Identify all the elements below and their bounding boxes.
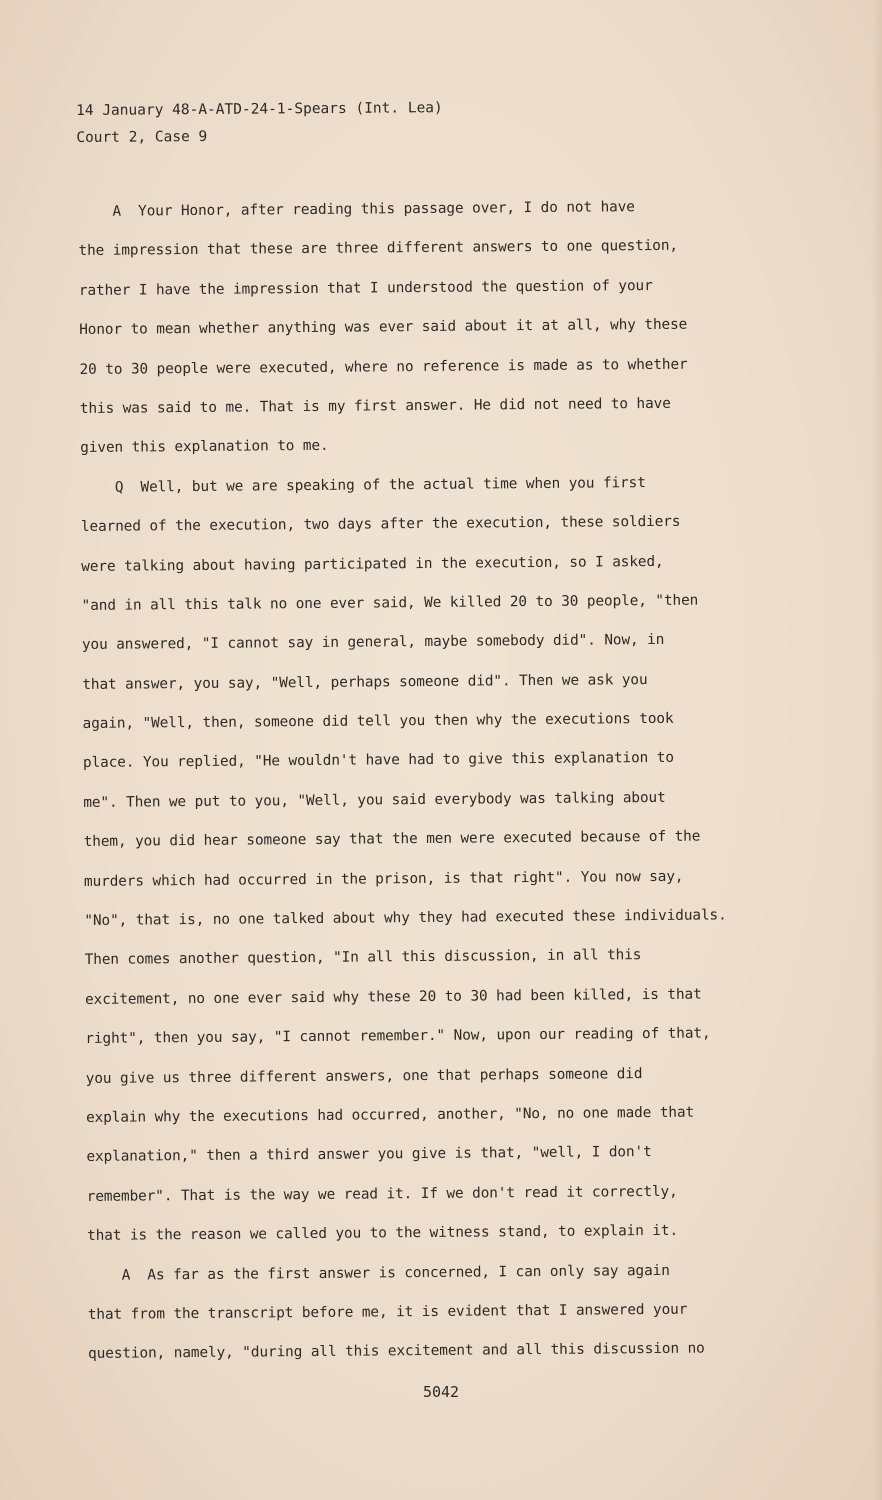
transcript-line: remember". That is the way we read it. If we don't read it correctly, (86, 1183, 678, 1205)
transcript-line: again, "Well, then, someone did tell you then why the executions took (82, 710, 674, 733)
transcript-line: them, you did hear someone say that the men were executed because of the (83, 828, 701, 851)
transcript-line: explain why the executions had occurred, another, "No, no one made that (86, 1104, 695, 1126)
transcript-line: A As far as the first answer is concerned, I can only say again (87, 1262, 670, 1284)
transcript-line: explanation," then a third answer you give is that, "well, I don't (86, 1144, 652, 1166)
transcript-line: me". Then we put to you, "Well, you said everybody was talking about (83, 789, 666, 811)
page-number: 5042 (422, 1383, 460, 1401)
transcript-line: Honor to mean whether anything was ever said about it at all, why these (79, 316, 688, 339)
transcript-line: rather I have the impression that I understood the question of your (78, 277, 653, 299)
transcript-line: A Your Honor, after reading this passage over, I do not have (78, 199, 635, 220)
transcript-line: you give us three different answers, one that perhaps someone did (85, 1065, 643, 1087)
transcript-line: "and in all this talk no one ever said, We killed 20 to 30 people, "then (81, 592, 699, 614)
transcript-line: learned of the execution, two days after the execution, these soldiers (80, 513, 681, 536)
transcript-line: Then comes another question, "In all this discussion, in all this (84, 947, 642, 969)
header-reference-line: 14 January 48-A-ATD-24-1-Spears (Int. Lea) (76, 100, 443, 119)
transcript-line: question, namely, "during all this excitement and all this discussion no (88, 1340, 705, 1363)
transcript-body (78, 187, 818, 1375)
transcript-line: place. You replied, "He wouldn't have had to give this explanation to (82, 750, 674, 772)
transcript-line: Q Well, but we are speaking of the actual time when you first (80, 474, 646, 496)
transcript-line: that from the transcript before me, it is evident that I answered your (87, 1301, 688, 1323)
transcript-line: the impression that these are three different answers to one question, (78, 238, 679, 260)
document-header (76, 94, 636, 152)
transcript-line: murders which had occurred in the prison, is that right". You now say, (83, 868, 684, 890)
transcript-line: "No", that is, no one talked about why they had executed these individuals. (84, 907, 727, 930)
transcript-line: right", then you say, "I cannot remember." Now, upon our reading of that, (85, 1025, 711, 1048)
transcript-line: were talking about having participated in the execution, so I asked, (81, 553, 664, 575)
transcript-line: you answered, "I cannot say in general, maybe somebody did". Now, in (81, 632, 665, 654)
transcript-line: excitement, no one ever said why these 20 to 30 had been killed, is that (84, 986, 702, 1008)
transcript-line: this was said to me. That is my first answer. He did not need to have (79, 395, 671, 417)
transcript-line: that answer, you say, "Well, perhaps someone did". Then we ask you (82, 671, 648, 693)
transcript-line: 20 to 30 people were executed, where no reference is made as to whether (79, 356, 688, 378)
transcript-line: that is the reason we called you to the witness stand, to explain it. (87, 1222, 679, 1245)
header-court-line: Court 2, Case 9 (76, 128, 208, 146)
transcript-line: given this explanation to me. (80, 438, 329, 457)
page-edge-shadow (872, 0, 882, 1500)
